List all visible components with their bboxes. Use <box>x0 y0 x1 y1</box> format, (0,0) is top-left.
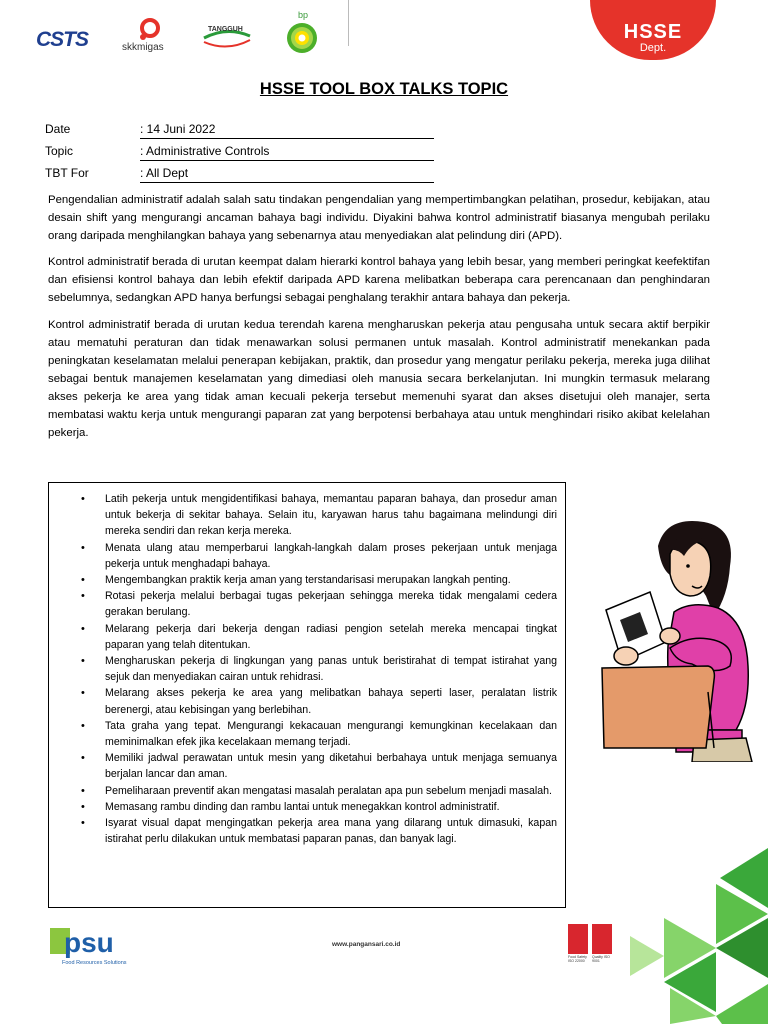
list-item: • Melarang pekerja dari bekerja dengan radiasi pengion setelah mereka mencapai tingkat paparan yang telah ditentukan. <box>73 621 557 653</box>
meta-tbt-row <box>45 164 435 182</box>
paragraph: Kontrol administratif berada di urutan keempat dalam hierarki kontrol bahaya yang lebih besar, yang memberi peringkat keefektifan dan efisiensi kontrol bahaya dan lebih efektif daripada APD karena melibatkan beberapa cara perencanaan dan penghindaran sebelumnya, sedangkan APD hanya berfungsi sebagai penghalang terakhir antara bahaya dan pekerja. <box>48 256 710 305</box>
body-paragraphs <box>48 191 710 450</box>
quality-cert <box>592 924 612 968</box>
skkmigas-logo <box>122 18 184 56</box>
cert-mark-icon <box>568 924 588 954</box>
control-measures-box <box>48 482 566 908</box>
paragraph: Kontrol administratif berada di urutan kedua terendah karena mengharuskan pekerja atau pengusaha untuk secara aktif berpikir atau mematuhi peraturan dan tidak menawarkan solusi permanen untuk masalah. Kontrol administratif menekankan pada peningkatan keselamatan melalui penerapan kebijakan, praktik, dan prosedur yang mengatur perilaku pekerja, mereka juga dilihat sebagai bentuk manajemen keselamatan yang dimediasi oleh manusia secara berkelanjutan. Ini mungkin termasuk melarang akses pekerja ke area yang tidak aman kecuali pekerja tersebut memenuhi syarat dan akses disetujui oleh manajer, serta membatasi waktu kerja untuk mengurangi paparan zat yang berpotensi berbahaya atau untuk menghindari risiko akibat kelelahan pekerja. <box>48 318 710 440</box>
bp-logo-text: bp <box>298 10 309 20</box>
csts-logo <box>36 22 104 56</box>
meta-topic-label: Topic <box>45 144 74 158</box>
list-item: • Mengharuskan pekerja di lingkungan yang panas untuk beristirahat di tempat istirahat yang sejuk dan menyediakan cairan untuk rehidrasi. <box>73 653 557 685</box>
skkmigas-logo-text: skkmigas <box>122 42 164 53</box>
list-item: • Menata ulang atau memperbarui langkah-langkah dalam proses pekerjaan untuk menjaga pekerja untuk menghadapi bahaya. <box>73 540 557 572</box>
reading-girl-illustration <box>596 516 768 762</box>
hsse-badge-subtitle: Dept. <box>639 42 667 54</box>
document-title: HSSE TOOL BOX TALKS TOPIC <box>259 80 509 98</box>
paragraph: Pengendalian administratif adalah salah satu tindakan pengendalian yang mempertimbangkan pelatihan, prosedur, kebijakan, atau desain shift yang mengurangi ancaman bahaya bagi individu. Diyakini bahwa kontrol administratif biasanya mengubah perilaku orang daripada menghilangkan bahaya yang sebenarnya atau menyediakan alat pelindung diri (APD). <box>48 194 710 243</box>
hsse-dept-badge <box>590 0 716 60</box>
meta-tbt-label: TBT For <box>45 166 89 180</box>
meta-topic-row <box>45 142 435 160</box>
csts-logo-text: CSTS <box>36 28 89 51</box>
psu-mark-icon <box>50 922 146 960</box>
tangguh-logo-text: TANGGUH <box>208 26 243 33</box>
footer-website-link[interactable]: www.pangansari.co.id <box>332 941 401 948</box>
list-item: • Mengembangkan praktik kerja aman yang terstandarisasi merupakan langkah penting. <box>73 572 557 588</box>
skkmigas-mark-icon <box>132 18 172 42</box>
header-divider <box>348 0 349 46</box>
meta-date-row <box>45 120 435 138</box>
bp-logo <box>280 10 324 56</box>
psu-tagline: Food Resources Solutions <box>62 960 127 966</box>
list-item: • Rotasi pekerja melalui berbagai tugas pekerjaan sehingga mereka tidak mengalami cedera gerakan berulang. <box>73 588 557 620</box>
meta-date-value: : 14 Juni 2022 <box>140 122 434 139</box>
list-item: • Tata graha yang tepat. Mengurangi kekacauan mengurangi kemungkinan kecelakaan dan meminimalkan efek jika kecelakaan memang terjadi. <box>73 718 557 750</box>
meta-tbt-value: : All Dept <box>140 166 434 183</box>
green-triangles-decoration <box>630 848 768 1024</box>
list-item: • Latih pekerja untuk mengidentifikasi bahaya, memantau paparan bahaya, dan prosedur aman untuk bekerja di sekitar bahaya. Selain itu, karyawan harus tahu bagaimana melindungi diri mereka sendiri dan rekan kerja mereka. <box>73 491 557 540</box>
cert-mark-icon <box>592 924 612 954</box>
list-item: • Memiliki jadwal perawatan untuk mesin yang diketahui berbahaya untuk menjaga semuanya berjalan lancar dan aman. <box>73 750 557 782</box>
hsse-badge-title: HSSE <box>623 21 683 43</box>
psu-logo <box>50 922 146 968</box>
control-measures-list <box>73 491 557 847</box>
cert-label: Food Safety ISO 22000 <box>568 955 587 963</box>
food-safety-cert <box>568 924 588 968</box>
meta-date-label: Date <box>45 122 71 136</box>
svg-text:psu: psu <box>64 927 114 958</box>
list-item: • Isyarat visual dapat mengingatkan pekerja area mana yang dilarang untuk dimasuki, kapan istirahat perlu dilakukan untuk membatasi paparan panas, dan banyak lagi. <box>73 815 557 847</box>
meta-topic-value: : Administrative Controls <box>140 144 434 161</box>
list-item: • Pemeliharaan preventif akan mengatasi masalah peralatan apa pun sebelum menjadi masalah. <box>73 783 557 799</box>
list-item: • Melarang akses pekerja ke area yang melibatkan bahaya seperti laser, peralatan listrik berenergi, atau kebisingan yang berlebihan. <box>73 685 557 717</box>
tangguh-logo <box>200 24 254 52</box>
cert-label: Quality ISO 9001 <box>592 955 610 963</box>
list-item: • Memasang rambu dinding dan rambu lantai untuk menegakkan kontrol administratif. <box>73 799 557 815</box>
